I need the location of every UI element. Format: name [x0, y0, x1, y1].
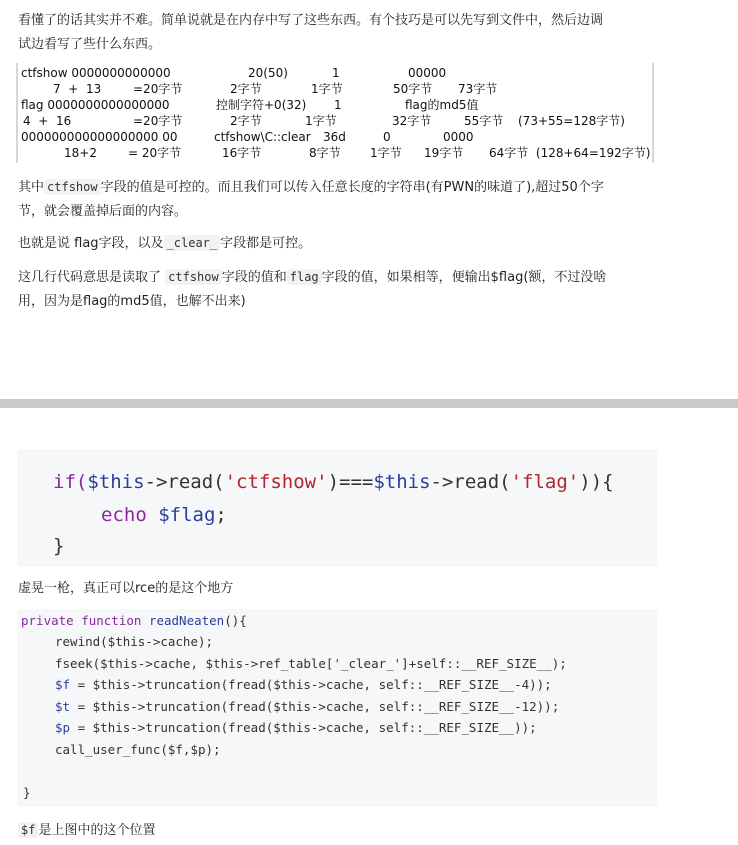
- inline-code: $f: [18, 822, 38, 838]
- mem-cell: ctfshow\C::clear: [214, 130, 311, 144]
- keyword: if(: [53, 471, 88, 493]
- rce-hint-paragraph: [18, 577, 718, 601]
- mem-cell: =20字节: [133, 114, 183, 128]
- code-block-readneaten: [17, 609, 657, 807]
- mem-cell: 00000: [408, 66, 447, 80]
- text: 是上图中的这个位置: [38, 823, 156, 838]
- code-line: }: [53, 535, 65, 557]
- intro-line-1: 看懂了的话其实并不难。简单说就是在内存中写了这些东西。有个技巧是可以先写到文件中，然后边调: [18, 13, 604, 28]
- text: 其中: [18, 180, 45, 195]
- mem-cell: 19字节: [424, 146, 464, 160]
- string: 'flag': [510, 471, 580, 493]
- variable: $f: [55, 677, 71, 692]
- inline-code: ctfshow: [44, 179, 101, 195]
- code-text: = $this->truncation(fread($this->cache, self::__REF_SIZE__-12));: [70, 699, 560, 714]
- memory-row: [18, 81, 656, 98]
- code-line: [21, 610, 247, 632]
- mem-cell: 2字节: [230, 114, 262, 128]
- ctfshow-field-paragraph: [18, 175, 718, 224]
- string: 'ctfshow': [224, 471, 328, 493]
- inline-code: ctfshow: [165, 269, 222, 285]
- memory-layout-table: [16, 63, 654, 163]
- mem-cell: 000000000000000000 00: [21, 130, 178, 144]
- mem-cell: 55字节: [464, 114, 504, 128]
- text: 虚晃一枪，真正可以rce的是这个地方: [18, 581, 234, 596]
- mem-cell: 0000: [443, 130, 474, 144]
- section-divider: [0, 399, 738, 408]
- mem-cell: 36d: [323, 130, 346, 144]
- memory-row: [18, 113, 656, 130]
- mem-cell: 4 + 16: [23, 114, 72, 128]
- mem-cell: 8字节: [309, 146, 341, 160]
- mem-cell: 16字节: [222, 146, 262, 160]
- operator: (){: [224, 613, 247, 628]
- mem-cell: 50字节: [393, 82, 433, 96]
- memory-row: [18, 97, 656, 114]
- mem-cell: (73+55=128字节): [518, 114, 625, 128]
- code-text: = $this->truncation(fread($this->cache, self::__REF_SIZE__-4));: [70, 677, 552, 692]
- inline-code: flag: [287, 269, 322, 285]
- mem-cell: flag 0000000000000000: [21, 98, 170, 112]
- operator: ;: [215, 504, 227, 526]
- operator: )){: [579, 471, 614, 493]
- code-text: = $this->truncation(fread($this->cache, self::__REF_SIZE__));: [70, 720, 537, 735]
- memory-row: [18, 65, 656, 82]
- code-line: [55, 696, 559, 718]
- inline-code: _clear_: [164, 235, 221, 251]
- code-block-compare: [17, 449, 657, 567]
- mem-cell: 64字节 (128+64=192字节): [489, 146, 651, 160]
- operator: ->read(: [430, 471, 511, 493]
- mem-cell: = 20字节: [128, 146, 182, 160]
- mem-cell: 1字节: [305, 114, 337, 128]
- variable: $this: [87, 471, 145, 493]
- mem-cell: flag的md5值: [405, 98, 479, 112]
- intro-paragraph: [18, 9, 718, 57]
- mem-cell: 7 + 13: [53, 82, 102, 96]
- mem-cell: 32字节: [392, 114, 432, 128]
- variable: $this: [373, 471, 431, 493]
- code-line: rewind($this->cache);: [55, 634, 214, 649]
- mem-cell: ctfshow 0000000000000: [21, 66, 171, 80]
- variable: $p: [55, 720, 71, 735]
- keyword: echo: [101, 504, 159, 526]
- code-line: [55, 674, 552, 696]
- code-line: [101, 500, 227, 530]
- code-line: [53, 467, 614, 497]
- mem-cell: 1字节: [370, 146, 402, 160]
- keyword: private function: [21, 613, 149, 628]
- operator: ->read(: [144, 471, 225, 493]
- controllable-fields-paragraph: [18, 231, 718, 256]
- code-line: call_user_func($f,$p);: [55, 742, 221, 757]
- function-name: readNeaten: [148, 613, 225, 628]
- f-position-paragraph: [18, 818, 718, 843]
- code-line: [55, 717, 537, 739]
- mem-cell: 2字节: [230, 82, 262, 96]
- text: 也就是说 flag字段，以及: [18, 236, 164, 251]
- para2-line-1: [18, 175, 718, 200]
- para4-line-1: [18, 265, 718, 290]
- operator: )===: [327, 471, 374, 493]
- text: 字段的值和: [221, 270, 287, 285]
- mem-cell: 18+2: [64, 146, 97, 160]
- text: 字段都是可控。: [220, 236, 312, 251]
- code-line: fseek($this->cache, $this->ref_table['_clear_']+self::__REF_SIZE__);: [55, 656, 567, 671]
- memory-row: [18, 145, 656, 162]
- mem-cell: 73字节: [458, 82, 498, 96]
- variable: $t: [55, 699, 71, 714]
- read-compare-paragraph: [18, 265, 718, 314]
- mem-cell: 1字节: [311, 82, 343, 96]
- para4-line-2: 用，因为是flag的md5值，也解不出来): [18, 294, 246, 309]
- text: 字段的值，如果相等，便输出$flag(额，不过没啥: [321, 270, 607, 285]
- mem-cell: =20字节: [133, 82, 183, 96]
- intro-line-2: 试边看写了些什么东西。: [18, 37, 162, 52]
- code-line: }: [23, 785, 31, 800]
- mem-cell: 1: [332, 66, 340, 80]
- text: 字段的值是可控的。而且我们可以传入任意长度的字符串(有PWN的味道了),超过50个字: [100, 180, 604, 195]
- memory-row: [18, 129, 656, 146]
- mem-cell: 20(50): [248, 66, 288, 80]
- mem-cell: 控制字符+0(32): [216, 98, 307, 112]
- mem-cell: 0: [383, 130, 391, 144]
- text: 这几行代码意思是读取了: [18, 270, 162, 285]
- para2-line-2: 节，就会覆盖掉后面的内容。: [18, 204, 188, 219]
- mem-cell: 1: [334, 98, 342, 112]
- variable: $flag: [158, 504, 216, 526]
